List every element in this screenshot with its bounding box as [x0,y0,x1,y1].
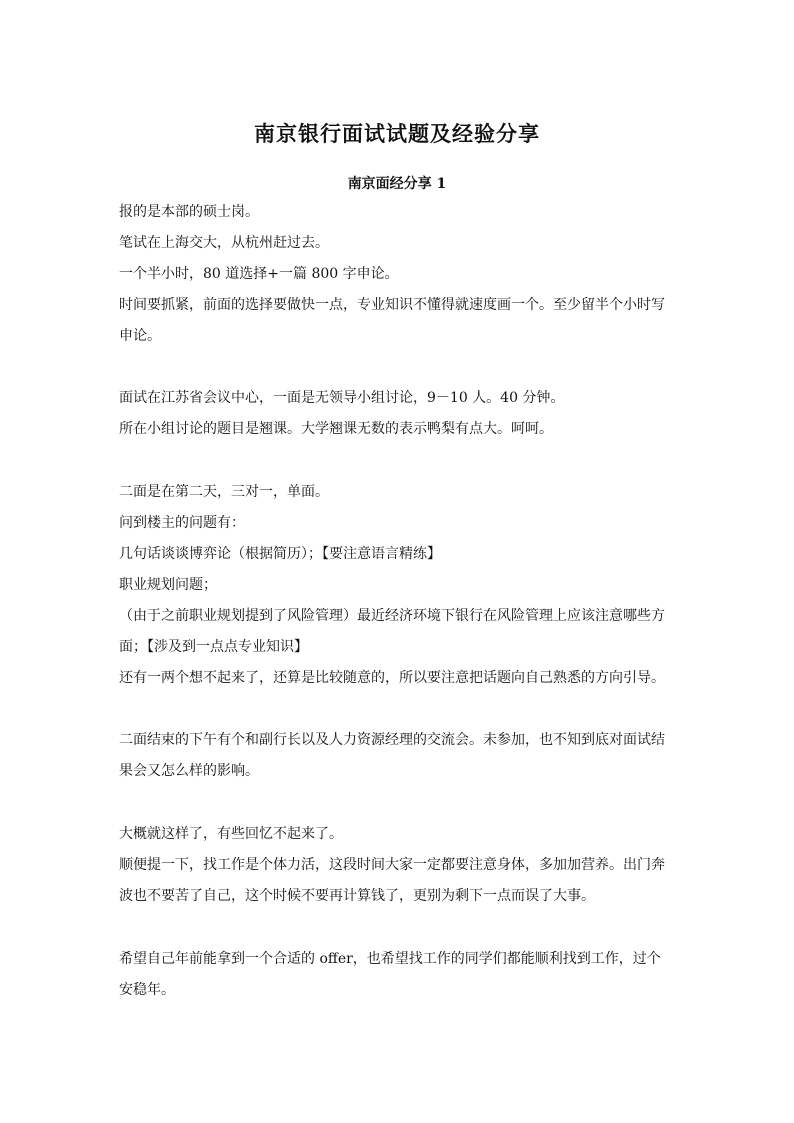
paragraph-line: 波也不要苦了自己，这个时候不要再计算钱了，更别为剩下一点而误了大事。 [119,888,595,904]
paragraph-line: 报的是本部的硕士岗。 [119,204,259,220]
paragraph-line: 大概就这样了，有些回忆不起来了。 [119,826,343,842]
page-title: 南京银行面试试题及经验分享 [254,121,540,146]
paragraph-line: 一个半小时，80 道选择+一篇 800 字申论。 [119,266,399,282]
paragraph-line: 希望自己年前能拿到一个合适的 offer，也希望找工作的同学们都能顺利找到工作，过个 [119,951,661,967]
paragraph-line: 笔试在上海交大，从杭州赶过去。 [119,235,329,251]
paragraph-line: 二面结束的下午有个和副行长以及人力资源经理的交流会。未参加，也不知到底对面试结 [119,732,665,748]
paragraph-line: 面试在江苏省会议中心，一面是无领导小组讨论，9－10 人。40 分钟。 [119,390,565,406]
paragraph-line: 职业规划问题； [119,577,217,593]
paragraph-line: 还有一两个想不起来了，还算是比较随意的，所以要注意把话题向自己熟悉的方向引导。 [119,670,665,686]
paragraph-line: 问到楼主的问题有： [119,515,245,531]
paragraph-line: 顺便提一下，找工作是个体力活，这段时间大家一定都要注意身体，多加加营养。出门奔 [119,857,665,873]
paragraph-line: 果会又怎么样的影响。 [119,763,259,779]
paragraph-line: 二面是在第二天，三对一，单面。 [119,484,329,500]
section-subtitle: 南京面经分享 1 [347,176,447,192]
paragraph-line: 几句话谈谈博弈论（根据简历）；【要注意语言精练】 [119,546,441,562]
paragraph-line: 安稳年。 [119,982,175,998]
paragraph-line: 时间要抓紧，前面的选择要做快一点，专业知识不懂得就速度画一个。至少留半个小时写 [119,297,665,313]
paragraph-line: 所在小组讨论的题目是翘课。大学翘课无数的表示鸭梨有点大。呵呵。 [119,421,553,437]
paragraph-line: 申论。 [119,328,161,344]
paragraph-line: 面；【涉及到一点点专业知识】 [119,639,308,655]
paragraph-line: （由于之前职业规划提到了风险管理）最近经济环境下银行在风险管理上应该注意哪些方 [119,608,665,624]
